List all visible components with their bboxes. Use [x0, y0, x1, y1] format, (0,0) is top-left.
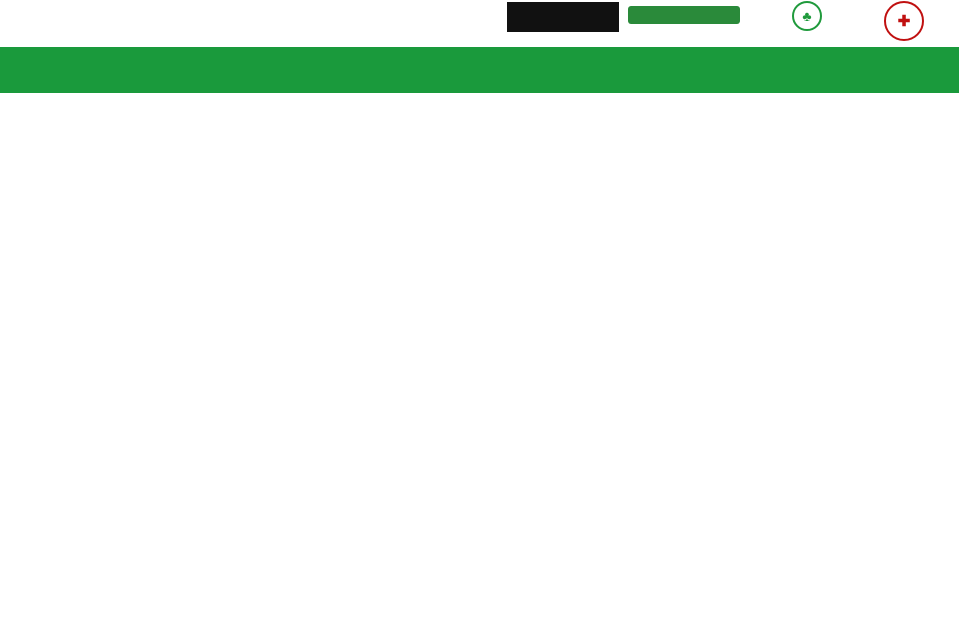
header-r5	[753, 47, 777, 93]
header-r6	[786, 47, 810, 93]
header-r1	[620, 47, 644, 93]
header-r4	[720, 47, 744, 93]
page-footer	[0, 625, 959, 642]
tree-emblem-icon: ♣	[792, 1, 822, 31]
header-r2	[652, 47, 676, 93]
header-lp	[0, 47, 36, 93]
rescue-seal-icon: ✚	[884, 1, 924, 41]
header-miejscowosc	[244, 47, 316, 93]
header-rok	[504, 47, 534, 93]
header-imie	[186, 47, 234, 93]
header-r3	[686, 47, 710, 93]
banner	[0, 0, 959, 47]
header-wynik	[904, 47, 956, 93]
table-header	[0, 47, 959, 93]
header-liczba	[852, 47, 904, 93]
header-miejsce-km	[536, 47, 566, 93]
header-kat	[462, 47, 502, 93]
header-miejsce-kat	[570, 47, 618, 93]
header-nr	[36, 47, 76, 93]
biegnij-logo	[507, 2, 619, 32]
sfx-logo	[628, 6, 740, 24]
header-suma	[812, 47, 854, 93]
header-klub	[330, 47, 440, 93]
header-nazwisko	[76, 47, 186, 93]
